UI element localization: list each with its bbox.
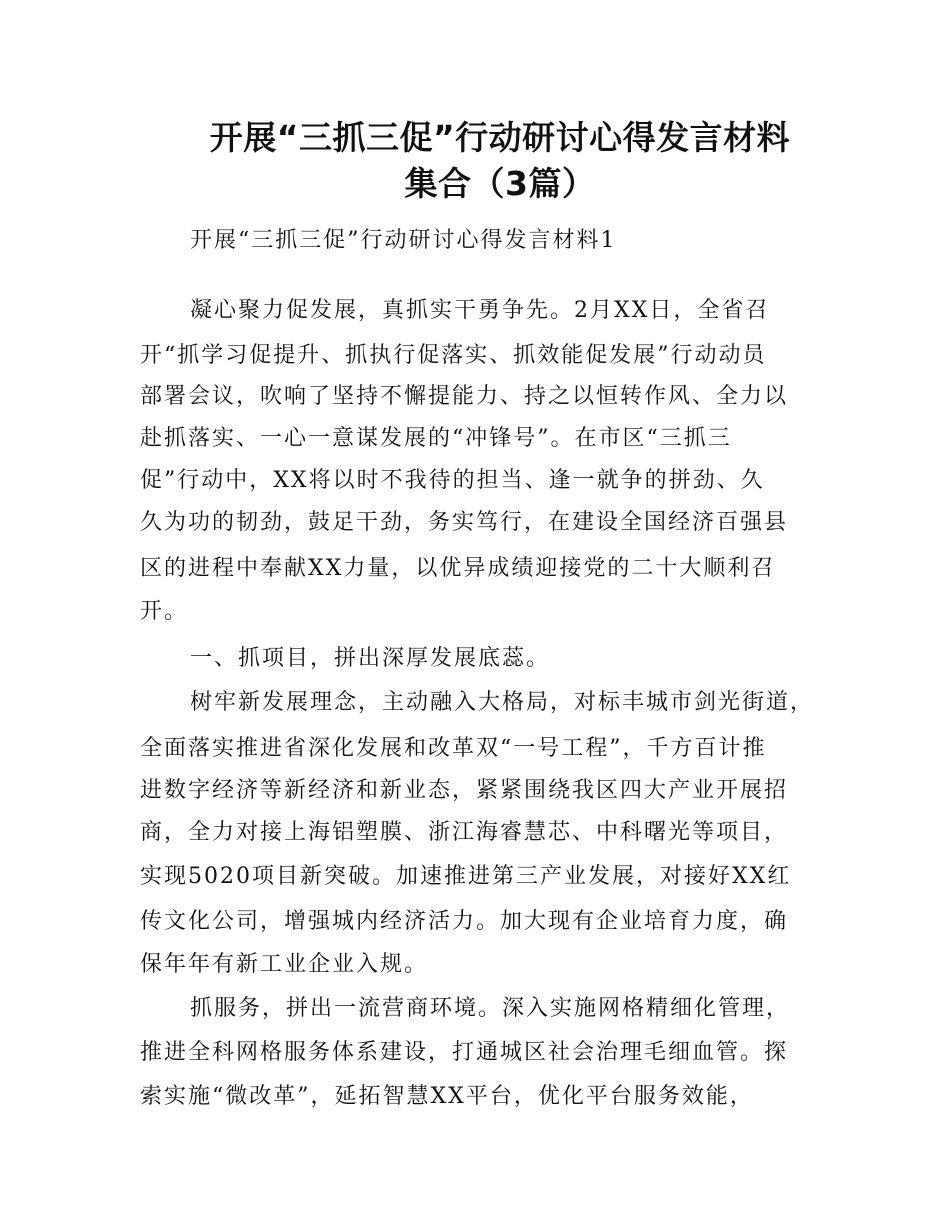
paragraph-line: 实现5020项目新突破。加速推进第三产业发展，对接好XX红: [140, 864, 792, 889]
paragraph-line: 开“抓学习促提升、抓执行促落实、抓效能促发展”行动动员: [140, 343, 767, 368]
paragraph-line: 久为功的韧劲，鼓足干劲，务实笃行，在建设全国经济百强县: [140, 510, 789, 535]
paragraph-line: 抓服务，拼出一流营商环境。深入实施网格精细化管理，: [190, 996, 791, 1021]
paragraph-line: 凝心聚力促发展，真抓实干勇争先。2月XX日，全省召: [190, 298, 770, 323]
paragraph-line: 进数字经济等新经济和新业态，紧紧围绕我区四大产业开展招: [140, 778, 789, 803]
paragraph-line: 区的进程中奉献XX力量，以优异成绩迎接党的二十大顺利召: [140, 556, 776, 581]
paragraph-line: 全面落实推进省深化发展和改革双“一号工程”，千方百计推: [140, 736, 767, 761]
paragraph-line: 部署会议，吹响了坚持不懈提能力、持之以恒转作风、全力以: [140, 384, 789, 409]
subtitle-line: 开展“三抓三促”行动研讨心得发言材料1: [190, 228, 617, 253]
document-title-line-1: 开展“三抓三促”行动研讨心得发言材料: [209, 118, 791, 157]
section-heading: 一、抓项目，拼出深厚发展底蕊。: [190, 646, 551, 671]
paragraph-line: 赴抓落实、一心一意谋发展的“冲锋号”。在市区“三抓三: [140, 426, 732, 451]
paragraph-line: 商，全力对接上海铝塑膜、浙江海睿慧芯、中科曙光等项目，: [140, 820, 789, 845]
paragraph-line: 索实施“微改革”，延拓智慧XX平台，优化平台服务效能，: [140, 1084, 754, 1109]
paragraph-line: 传文化公司，增强城内经济活力。加大现有企业培育力度，确: [140, 909, 789, 934]
paragraph-line: 促”行动中，XX将以时不我待的担当、逢一就争的拼劲、久: [140, 468, 765, 493]
paragraph-line: 保年年有新工业企业入规。: [140, 952, 429, 977]
paragraph-line: 推进全科网格服务体系建设，打通城区社会治理毛细血管。探: [140, 1040, 789, 1065]
paragraph-line: 开。: [140, 599, 189, 624]
document-title-line-2: 集合（3篇）: [404, 164, 596, 203]
paragraph-line: 树牢新发展理念，主动融入大格局，对标丰城市剑光街道，: [190, 690, 815, 715]
